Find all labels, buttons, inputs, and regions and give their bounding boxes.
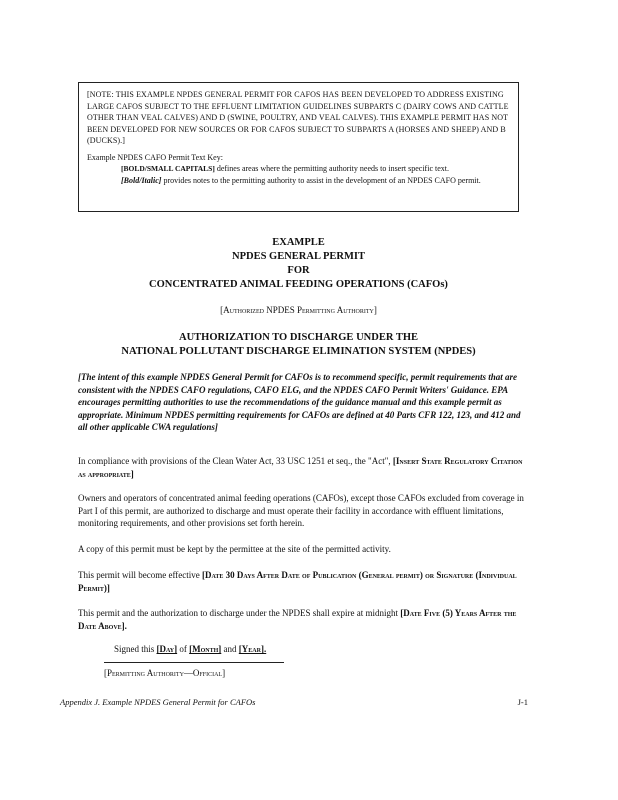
key2-term: [Bold/Italic]: [121, 175, 162, 185]
title-line-2: NPDES GENERAL PERMIT: [231, 251, 366, 262]
signed-of: of: [179, 644, 187, 654]
key1-term: [BOLD/SMALL CAPITALS]: [121, 164, 215, 173]
copy-paragraph: A copy of this permit must be kept by the permittee at the site of the permitted activity.: [78, 544, 391, 554]
note-lead: [NOTE:: [87, 90, 114, 99]
expiration-insert: [Date Five (5) Years After the Date Above].: [78, 608, 517, 631]
title-line-3: FOR: [287, 265, 310, 276]
key-line-2: [87, 175, 510, 187]
page-footer: [60, 697, 528, 707]
title-line-1: EXAMPLE: [272, 237, 325, 248]
note-box: [78, 82, 519, 212]
signed-year: [Year].: [238, 644, 267, 654]
key2-text: provides notes to the permitting authority to assist in the development of an NPDES CAFO permit.: [163, 175, 481, 185]
signed-month: [Month]: [189, 644, 222, 654]
expiration-paragraph: [78, 607, 528, 632]
compliance-paragraph: [78, 455, 528, 480]
page-number: J-1: [517, 697, 528, 707]
effective-paragraph: [78, 569, 528, 594]
authorization-line-2: NATIONAL POLLUTANT DISCHARGE ELIMINATION SYSTEM (NPDES): [121, 346, 476, 357]
key1-text: defines areas where the permitting authority needs to insert specific text.: [216, 164, 449, 173]
compliance-insert: [Insert State Regulatory Citation as appropriate]: [78, 456, 523, 479]
intent-note: [The intent of this example NPDES General Permit for CAFOs is to recommend specific, permit requirements that are consistent with the NPDES CAFO regulations, CAFO ELG, and the NPDES CAFO Permit Writers' Guidance. EPA encourages permitting authorities to use the recommendations of the guidance manual and this example permit as appropriate. Minimum NPDES permitting requirements for CAFOs are defined at 40 Parts CFR 122, 123, and 412 and all other applicable CWA regulations]: [78, 372, 521, 432]
key-line-1: [87, 163, 510, 175]
signed-line: [114, 644, 266, 654]
note-text: [87, 89, 510, 147]
signed-prefix: Signed this: [114, 644, 155, 654]
authorization-heading: [78, 331, 519, 359]
note-body: THIS EXAMPLE NPDES GENERAL PERMIT FOR CAFOS HAS BEEN DEVELOPED TO ADDRESS EXISTING LARGE CAFOS SUBJECT TO THE EFFLUENT LIMITATION GUIDELINES SUBPARTS C (DAIRY COWS AND CATTLE OTHER THAN VEAL CALVES) AND D (SWINE, POULTRY, AND VEAL CALVES). THIS EXAMPLE PERMIT HAS NOT BEEN DEVELOPED FOR NEW SOURCES OR FOR CAFOS SUBJECT TO SUBPARTS A (HORSES AND SHEEP) AND B (DUCKS).]: [87, 90, 509, 145]
signature-line: [104, 662, 284, 663]
effective-insert: [Date 30 Days After Date of Publication (General permit) or Signature (Individual Permit)]: [78, 570, 517, 593]
key-heading: Example NPDES CAFO Permit Text Key:: [87, 152, 223, 162]
effective-text: This permit will become effective: [78, 570, 200, 580]
compliance-text: In compliance with provisions of the Clean Water Act, 33 USC 1251 et seq., the "Act",: [78, 456, 391, 466]
signed-and: and: [223, 644, 237, 654]
title-line-4: CONCENTRATED ANIMAL FEEDING OPERATIONS (CAFOs): [149, 279, 448, 290]
owners-paragraph: Owners and operators of concentrated animal feeding operations (CAFOs), except those CAFOs excluded from coverage in Part I of this permit, are authorized to discharge and must operate their facility in accordance with effluent limitations, monitoring requirements, and other provisions set forth herein.: [78, 493, 524, 528]
authority-placeholder: [Authorized NPDES Permitting Authority]: [220, 305, 377, 315]
footer-left: Appendix J. Example NPDES General Permit for CAFOs: [60, 697, 256, 707]
expiration-text: This permit and the authorization to discharge under the NPDES shall expire at midnight: [78, 608, 399, 618]
signatory-title: [Permitting Authority—Official]: [104, 668, 226, 678]
permit-title: [78, 236, 519, 292]
authorization-line-1: AUTHORIZATION TO DISCHARGE UNDER THE: [178, 332, 419, 343]
signed-day: [Day]: [156, 644, 178, 654]
